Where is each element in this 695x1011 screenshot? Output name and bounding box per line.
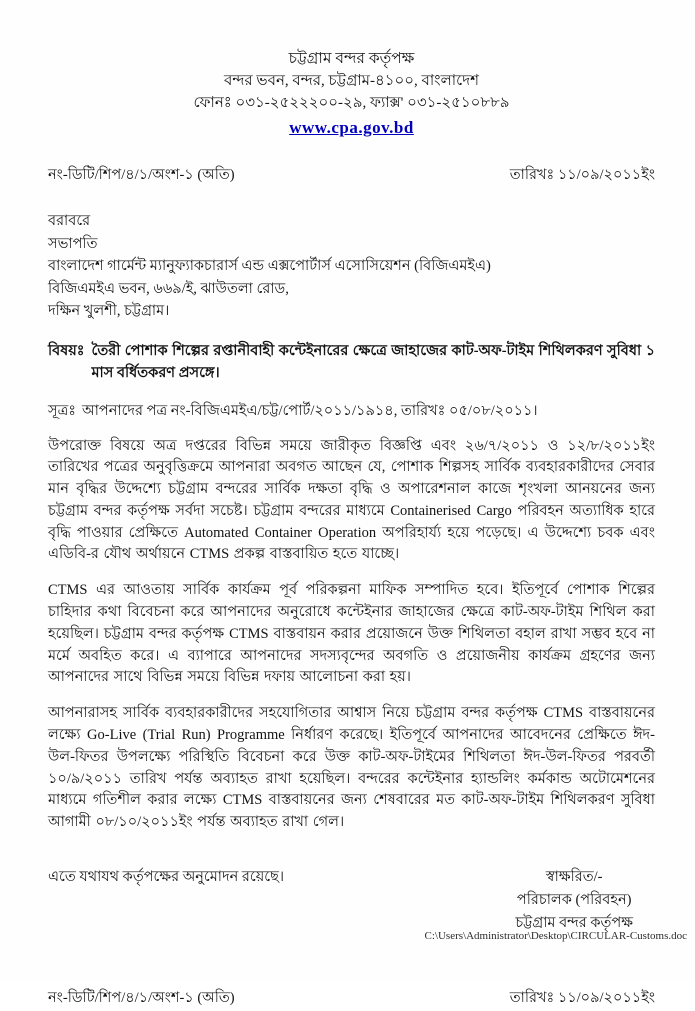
recipient-line: সভাপতি — [48, 235, 98, 252]
source-text: আপনাদের পত্র নং-বিজিএমইএ/চট্ট/পোর্ট/২০১১/১৯১৪, তারিখঃ ০৫/০৮/২০১১। — [81, 402, 538, 419]
reference-row-top — [48, 164, 655, 188]
signature-line-org: চট্টগ্রাম বন্দর কর্তৃপক্ষ — [515, 915, 633, 932]
org-phone: ফোনঃ ০৩১-২৫২২২০০-২৯, ফ্যাক্স' ০৩১-২৫১০৮৮৯ — [193, 95, 510, 111]
recipient-line: দক্ষিন খুলশী, চট্টগ্রাম। — [48, 303, 170, 319]
signature-line-title: পরিচালক (পরিবহন) — [516, 892, 632, 909]
org-address: বন্দর ভবন, বন্দর, চট্টগ্রাম-৪১০০, বাংলাদেশ — [224, 73, 479, 89]
recipient-line: বিজিএমইএ ভবন, ৬৬৯/ই, ঝাউতলা রোড, — [48, 280, 289, 297]
letterhead — [48, 48, 655, 140]
source-label: সূত্রঃ — [48, 402, 76, 419]
body-paragraph-1: উপরোক্ত বিষয়ে অত্র দপ্তরের বিভিন্ন সময়ে জারীকৃত বিজ্ঞপ্তি এবং ২৬/৭/২০১১ ও ১২/৮/২০১১ইং তারিখের পত্রের অনুবৃত্তিক্রমে আপনারা অবগত আছেন যে, পোশাক শিল্পসহ সার্বিক ব্যবহারকারীদের সেবার মান বৃদ্ধির উদ্দেশ্যে চট্টগ্রাম বন্দরের সার্বিক দক্ষতা বৃদ্ধি ও অপারেশনাল কাজে শৃংখলা আনয়নের জন্য চট্টগ্রাম বন্দর কর্তৃপক্ষ সর্বদা সচেষ্ট। চট্টগ্রাম বন্দরের মাধ্যমে Containerised Cargo পরিবহন অত্যাধিক হারে বৃদ্ধি পাওয়ার প্রেক্ষিতে Automated Container Operation অপরিহার্য্য হয়ে পড়েছে। এ উদ্দেশ্যে চবক এবং এডিবি-র যৌথ অর্থায়নে CTMS প্রকল্প বাস্তবায়িত হতে যাচ্ছে। — [48, 437, 655, 563]
memo-number-top: নং-ডিটি/শিপ/৪/১/অংশ-১ (অতি) — [48, 167, 235, 183]
memo-date-top: তারিখঃ ১১/০৯/২০১১ইং — [509, 167, 655, 183]
website-link[interactable]: www.cpa.gov.bd — [289, 118, 414, 137]
body-paragraph-2: CTMS এর আওতায় সার্বিক কার্যক্রম পূর্ব পরিকল্পনা মাফিক সম্পাদিত হবে। ইতিপূর্বে পোশাক শিল্পের চাহিদার কথা বিবেচনা করে আপনাদের অনুরোধে কন্টেইনার জাহাজের ক্ষেত্রে কাট-অফ-টাইম শিথিল করা হয়েছিল। চট্টগ্রাম বন্দর কর্তৃপক্ষ CTMS বাস্তবায়ন করার প্রয়োজনে উক্ত শিথিলতা বহাল রাখা সম্ভব হবে না মর্মে অবহিত করে। এ ব্যাপারে আপনাদের সদস্যবৃন্দের অবগতি ও প্রয়োজনীয় কার্যক্রম গ্রহণের জন্য আপনাদের সাথে বিভিন্ন সময়ে বিভিন্ন দফায় আলোচনা করা হয়। — [48, 582, 655, 686]
subject-text: তৈরী পোশাক শিল্পের রপ্তানীবাহী কন্টেইনারের ক্ষেত্রে জাহাজের কাট-অফ-টাইম শিথিলকরণ সুবিধা ১ মাস বর্ধিতকরণ প্রসঙ্গে। — [91, 342, 655, 381]
website-row — [48, 117, 655, 140]
signature-line-signed: স্বাক্ষরিত/- — [545, 869, 603, 886]
recipient-line: বাংলাদেশ গার্মেন্ট ম্যানুফ্যাকচারার্স এন্ড এক্সপোর্টার্স এসোসিয়েশন (বিজিএমইএ) — [48, 258, 491, 274]
signature-block — [515, 866, 633, 935]
memo-number-bottom: নং-ডিটি/শিপ/৪/১/অংশ-১ (অতি) — [48, 990, 235, 1007]
closing-row — [48, 866, 655, 935]
reference-row-bottom — [48, 987, 655, 1011]
recipient-line: বরাবরে — [48, 213, 91, 229]
memo-date-bottom: তারিখঃ ১১/০৯/২০১১ইং — [509, 990, 655, 1007]
org-name: চট্টগ্রাম বন্দর কর্তৃপক্ষ — [288, 50, 415, 67]
approval-text: এতে যথাযথ কর্তৃপক্ষের অনুমোদন রয়েছে। — [48, 869, 285, 886]
body-paragraph-3: আপনারাসহ সার্বিক ব্যবহারকারীদের সহযোগিতার আশ্বাস নিয়ে চট্টগ্রাম বন্দর কর্তৃপক্ষ CTMS বাস্তবায়নের লক্ষ্যে Go-Live (Trial Run) Programme নির্ধারণ করেছে। ইতিপূর্বে আপনাদের আবেদনের প্রেক্ষিতে ঈদ-উল-ফিতর উপলক্ষ্যে পরিস্থিতি বিবেচনা করে উক্ত কাট-অফ-টাইমের শিথিলতা ঈদ-উল-ফিতর পরবর্তী ১০/৯/২০১১ তারিখ পর্যন্ত অব্যাহত রাখা হয়েছিল। বন্দরের কন্টেইনার হ্যান্ডলিং কর্মকান্ড অটোমেশনের মাধ্যমে গতিশীল করার লক্ষ্যে CTMS বাস্তবায়নের জন্য শেষবারের মত কাট-অফ-টাইম শিথিলকরণ সুবিধা আগামী ০৮/১০/২০১১ইং পর্যন্ত অব্যাহত রাখা গেল। — [48, 705, 655, 831]
source-row — [48, 400, 655, 422]
recipient-block — [48, 210, 655, 323]
document-file-path: C:\Users\Administrator\Desktop\CIRCULAR-Customs.doc — [424, 930, 687, 942]
subject-block — [48, 340, 655, 384]
subject-label: বিষয়ঃ — [48, 342, 85, 359]
